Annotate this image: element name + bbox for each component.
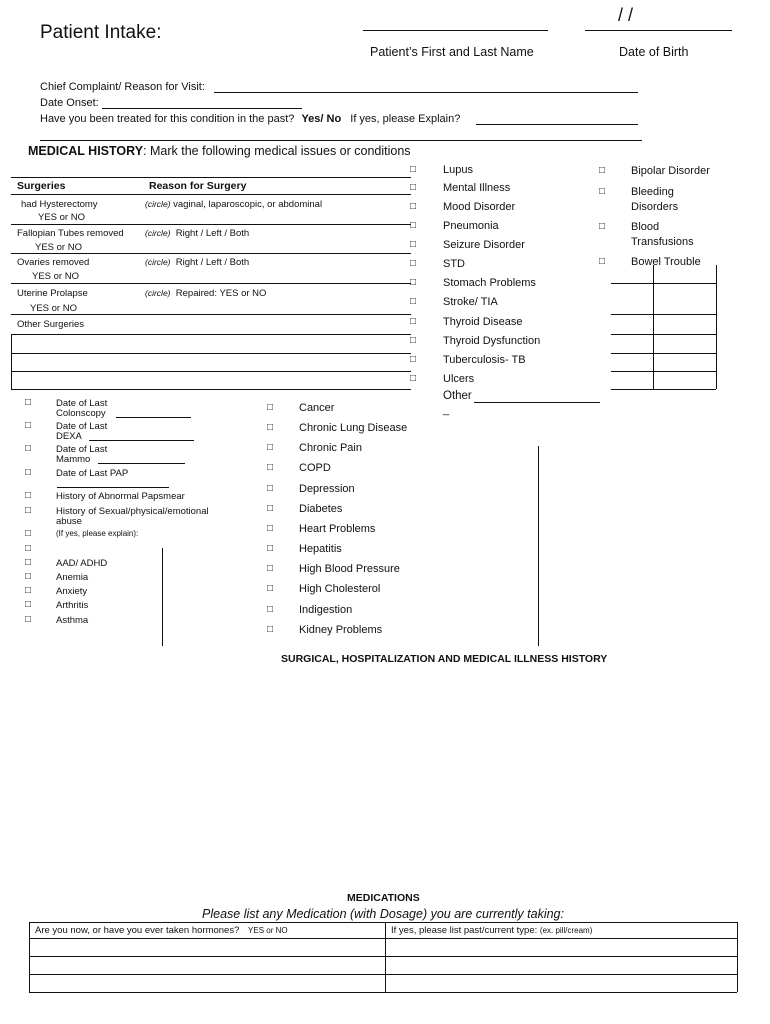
patient-name-label: Patient’s First and Last Name	[370, 45, 534, 59]
other-dash: _	[443, 404, 450, 416]
condition-label: History of Sexual/physical/emotional	[56, 506, 209, 517]
medication-row-2-right[interactable]	[388, 960, 734, 971]
surgery-reason[interactable]	[145, 228, 249, 239]
condition-label: Hepatitis	[299, 543, 342, 555]
surgery-reason[interactable]	[145, 199, 322, 210]
checkbox[interactable]: □	[267, 624, 274, 635]
condition-label: Pneumonia	[443, 220, 499, 232]
checkbox[interactable]: □	[267, 604, 274, 615]
condition-label: Lupus	[443, 164, 473, 176]
checkbox[interactable]: □	[25, 490, 32, 501]
condition-label: (If yes, please explain):	[56, 529, 139, 538]
condition-label: High Blood Pressure	[299, 563, 400, 575]
condition-label: Date of Last	[56, 444, 108, 455]
reason-options: Right / Left / Both	[175, 257, 250, 268]
checkbox[interactable]: □	[410, 201, 417, 212]
checkbox[interactable]: □	[267, 563, 274, 574]
circle-note: (circle)	[145, 257, 171, 267]
condition-label: Ulcers	[443, 373, 475, 385]
checkbox[interactable]: □	[25, 397, 32, 408]
condition-label: Chronic Pain	[299, 442, 362, 454]
treated-question	[40, 113, 460, 125]
surgery-reason[interactable]	[145, 257, 249, 268]
condition-label-line2: abuse	[56, 516, 82, 527]
condition-label: Date of Last PAP	[56, 468, 129, 479]
condition-label: High Cholesterol	[299, 583, 381, 595]
checkbox[interactable]: □	[25, 557, 32, 568]
checkbox[interactable]: □	[25, 420, 32, 431]
date-of-birth-input[interactable]	[585, 19, 732, 31]
medical-history-bold: MEDICAL HISTORY	[28, 144, 144, 158]
checkbox[interactable]: □	[410, 296, 417, 307]
treated-explain-input[interactable]	[476, 113, 638, 125]
condition-label: Chronic Lung Disease	[299, 422, 408, 434]
checkbox[interactable]: □	[410, 335, 417, 346]
checkbox[interactable]: □	[267, 442, 274, 453]
date-of-birth-label: Date of Birth	[619, 45, 689, 59]
condition-label: Arthritis	[56, 600, 89, 611]
date-input[interactable]	[116, 406, 191, 418]
checkbox[interactable]: □	[267, 422, 274, 433]
condition-label: Asthma	[56, 615, 89, 626]
checkbox[interactable]: □	[267, 503, 274, 514]
checkbox[interactable]: □	[25, 505, 32, 516]
condition-label: STD	[443, 258, 465, 270]
condition-label: Thyroid Disease	[443, 316, 523, 328]
medication-row-2-left[interactable]	[32, 960, 382, 971]
hormone-type-text: If yes, please list past/current type:	[391, 925, 538, 936]
condition-label: Seizure Disorder	[443, 239, 525, 251]
treated-explain-label: If yes, please Explain?	[350, 113, 461, 125]
medical-history-rest: : Mark the following medical issues or conditions	[143, 144, 411, 158]
checkbox[interactable]: □	[25, 585, 32, 596]
checkbox[interactable]: □	[410, 354, 417, 365]
condition-label: Date of Last	[56, 398, 108, 409]
condition-label: Thyroid Dysfunction	[443, 335, 541, 347]
condition-label: Cancer	[299, 402, 335, 414]
checkbox[interactable]: □	[410, 164, 417, 175]
surgery-name: Fallopian Tubes removed	[17, 228, 124, 239]
surgery-name: Ovaries removed	[17, 257, 90, 268]
condition-label: Kidney Problems	[299, 624, 383, 636]
checkbox[interactable]: □	[25, 443, 32, 454]
form-title: Patient Intake:	[40, 22, 162, 43]
condition-label-line2: Transfusions	[631, 236, 694, 248]
treated-explain-input-2[interactable]	[40, 129, 642, 141]
surgery-reason[interactable]	[145, 288, 266, 299]
condition-label: COPD	[299, 462, 331, 474]
date-input[interactable]	[98, 452, 185, 464]
checkbox[interactable]: □	[410, 220, 417, 231]
condition-label: Diabetes	[299, 503, 343, 515]
circle-note: (circle)	[145, 199, 171, 209]
checkbox[interactable]: □	[267, 583, 274, 594]
checkbox[interactable]: □	[410, 316, 417, 327]
reason-options: Repaired: YES or NO	[175, 288, 267, 299]
medication-row-3-left[interactable]	[32, 978, 382, 989]
condition-label: History of Abnormal Papsmear	[56, 491, 185, 502]
condition-label: Anemia	[56, 572, 89, 583]
treated-question-text: Have you been treated for this condition in the past?	[40, 113, 295, 125]
chief-complaint-input[interactable]	[214, 81, 638, 93]
condition-label-line2: Mammo	[56, 454, 91, 465]
condition-label: Tuberculosis- TB	[443, 354, 526, 366]
checkbox[interactable]: □	[267, 402, 274, 413]
medications-heading: MEDICATIONS	[347, 892, 420, 904]
medications-subheading: Please list any Medication (with Dosage) you are currently taking:	[202, 907, 564, 921]
checkbox[interactable]: □	[410, 182, 417, 193]
dob-slashes: / /	[618, 5, 634, 25]
condition-label: Stroke/ TIA	[443, 296, 498, 308]
date-input[interactable]	[89, 429, 194, 441]
condition-label: Depression	[299, 483, 355, 495]
condition-label: Date of Last	[56, 421, 108, 432]
condition-label: Bipolar Disorder	[631, 165, 710, 177]
checkbox[interactable]: □	[599, 186, 606, 197]
condition-label: Anxiety	[56, 586, 88, 597]
condition-label-line2: DEXA	[56, 431, 82, 442]
checkbox[interactable]: □	[410, 373, 417, 384]
patient-name-input[interactable]	[363, 19, 548, 31]
condition-label-line2: Colonscopy	[56, 408, 106, 419]
checkbox[interactable]: □	[25, 528, 32, 539]
surgeries-col-header: Surgeries	[17, 180, 66, 192]
checkbox[interactable]: □	[410, 277, 417, 288]
checkbox[interactable]: □	[25, 467, 32, 478]
reason-col-header: Reason for Surgery	[149, 180, 247, 192]
condition-label: Blood	[631, 221, 660, 233]
other-condition-input[interactable]	[474, 391, 600, 403]
medication-row-3-right[interactable]	[388, 978, 734, 989]
condition-label-line2: Disorders	[631, 201, 679, 213]
checkbox[interactable]: □	[410, 258, 417, 269]
checkbox[interactable]: □	[267, 523, 274, 534]
section2-heading: SURGICAL, HOSPITALIZATION AND MEDICAL ILLNESS HISTORY	[281, 653, 608, 665]
surgery-yes-no[interactable]: YES or NO	[35, 242, 82, 253]
circle-note: (circle)	[145, 288, 171, 298]
checkbox[interactable]: □	[599, 221, 606, 232]
checkbox[interactable]: □	[267, 462, 274, 473]
surgery-yes-no[interactable]: YES or NO	[32, 271, 79, 282]
checkbox[interactable]: □	[267, 483, 274, 494]
checkbox[interactable]: □	[599, 165, 606, 176]
hormone-type-example: (ex. pill/cream)	[539, 926, 593, 935]
hormones-question-text: Are you now, or have you ever taken hormones?	[35, 925, 240, 936]
other-condition-label: Other	[443, 390, 472, 402]
condition-label: AAD/ ADHD	[56, 558, 108, 569]
checkbox[interactable]: □	[25, 614, 32, 625]
hormones-yes-no[interactable]: YES or NO	[248, 926, 288, 935]
checkbox[interactable]: □	[25, 543, 32, 554]
condition-label: Indigestion	[299, 604, 353, 616]
checkbox[interactable]: □	[267, 543, 274, 554]
condition-label: Heart Problems	[299, 523, 376, 535]
checkbox[interactable]: □	[410, 239, 417, 250]
chief-complaint-label: Chief Complaint/ Reason for Visit:	[40, 81, 205, 93]
medication-row-1-right[interactable]	[388, 942, 734, 953]
condition-label: Stomach Problems	[443, 277, 536, 289]
condition-label: Bleeding	[631, 186, 674, 198]
circle-note: (circle)	[145, 228, 171, 238]
reason-options: vaginal, laparoscopic, or abdominal	[173, 199, 323, 210]
date-onset-label: Date Onset:	[40, 97, 99, 109]
surgery-yes-no[interactable]: YES or NO	[30, 303, 77, 314]
surgery-yes-no[interactable]: YES or NO	[38, 212, 85, 223]
date-onset-input[interactable]	[102, 97, 302, 109]
treated-yes-no[interactable]: Yes/ No	[301, 113, 342, 125]
surgery-name: Uterine Prolapse	[17, 288, 88, 299]
checkbox[interactable]: □	[25, 571, 32, 582]
checkbox[interactable]: □	[599, 256, 606, 267]
other-surgeries-label: Other Surgeries	[17, 319, 85, 330]
medical-history-heading	[28, 144, 411, 158]
hormone-type-question	[391, 925, 592, 936]
condition-label: Mental Illness	[443, 182, 511, 194]
hormones-question	[35, 925, 288, 936]
condition-label: Mood Disorder	[443, 201, 516, 213]
surgery-name: had Hysterectomy	[21, 199, 98, 210]
checkbox[interactable]: □	[25, 599, 32, 610]
medication-row-1-left[interactable]	[32, 942, 382, 953]
reason-options: Right / Left / Both	[175, 228, 250, 239]
condition-label: Bowel Trouble	[631, 256, 701, 268]
